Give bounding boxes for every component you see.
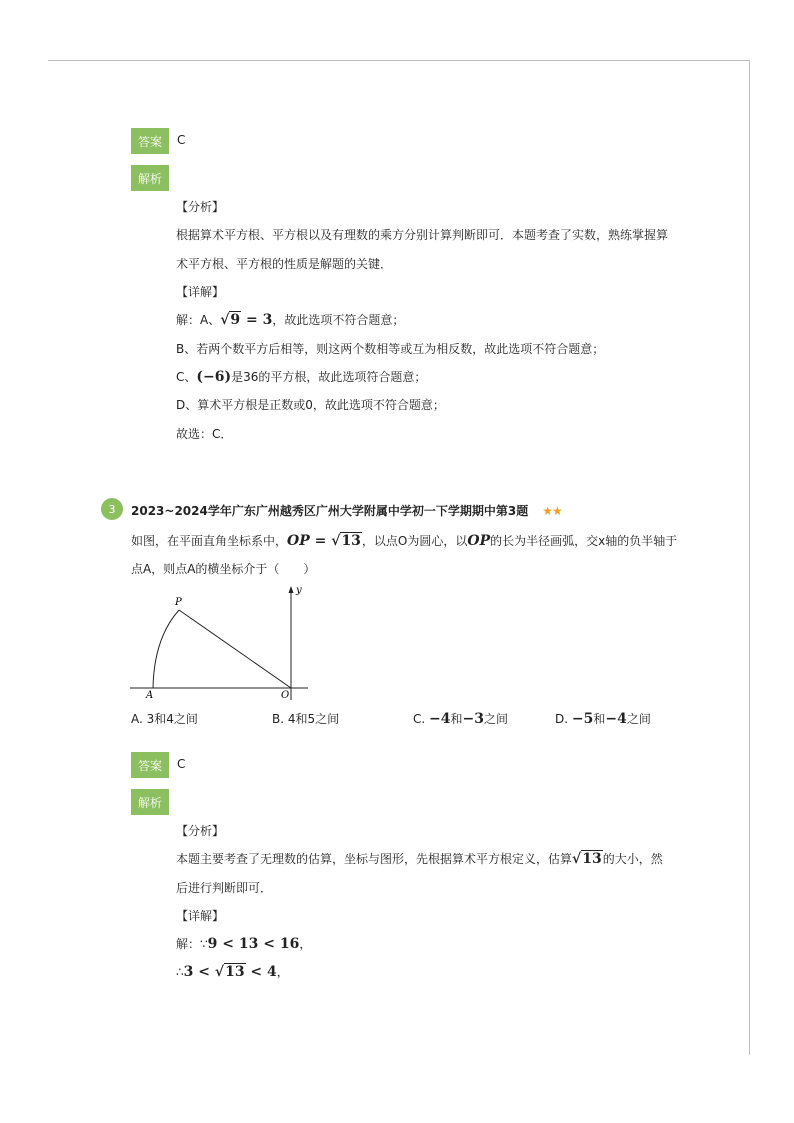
label-y: y bbox=[296, 585, 302, 596]
difficulty-stars: ★★ bbox=[542, 504, 562, 518]
math-neg4: −4 bbox=[429, 711, 451, 727]
sqrt-expression: √9 bbox=[220, 312, 241, 328]
q-text-c: 的长为半径画弧，交x轴的负半轴于 bbox=[490, 534, 678, 548]
detail-step-a bbox=[176, 311, 404, 329]
analysis-heading-q3: 【分析】 bbox=[176, 824, 225, 838]
math-neg6: (−6) bbox=[196, 369, 232, 385]
label-p: P bbox=[175, 597, 182, 608]
detail-heading-q3: 【详解】 bbox=[176, 909, 225, 923]
coordinate-figure bbox=[130, 582, 315, 702]
analysis-q3-suffix: 的大小，然 bbox=[602, 852, 663, 866]
option-c[interactable] bbox=[413, 710, 508, 727]
math-neg3: −3 bbox=[462, 711, 484, 727]
option-d[interactable] bbox=[555, 710, 651, 727]
answer-value: C bbox=[177, 133, 186, 147]
question-source: 2023~2024学年广东广州越秀区广州大学附属中学初一下学期期中第3题 bbox=[131, 504, 529, 518]
option-d-and: 和 bbox=[593, 712, 606, 726]
q-text-a: 如图，在平面直角坐标系中， bbox=[131, 534, 288, 548]
detail-step-c bbox=[176, 368, 426, 386]
math-inequality-1: 9 < 13 < 16 bbox=[207, 936, 300, 952]
step1-prefix: 解：∵ bbox=[176, 937, 208, 951]
page-border-right bbox=[749, 60, 750, 1055]
arc-pa bbox=[153, 610, 179, 688]
step2-prefix: ∴ bbox=[176, 965, 184, 979]
detail-step1-q3 bbox=[176, 935, 311, 953]
answer-tag: 答案 bbox=[131, 128, 169, 154]
analysis-heading: 【分析】 bbox=[176, 200, 225, 214]
step-c-prefix: C、 bbox=[176, 370, 197, 384]
analysis-text-line2: 术平方根、平方根的性质是解题的关键． bbox=[176, 257, 393, 271]
question-text-line1 bbox=[131, 532, 677, 550]
conclusion: 故选：C． bbox=[176, 427, 233, 441]
step-a-suffix: ，故此选项不符合题意； bbox=[272, 313, 405, 327]
math-inequality-2a: 3 < bbox=[183, 964, 215, 980]
question-number-badge: 3 bbox=[101, 498, 123, 520]
analysis-q3-prefix: 本题主要考查了无理数的估算，坐标与图形，先根据算术平方根定义，估算 bbox=[176, 852, 573, 866]
analysis-tag-q3: 解析 bbox=[131, 789, 169, 815]
sqrt-13: √13 bbox=[331, 533, 361, 549]
option-c-between: 之间 bbox=[484, 712, 509, 726]
label-o: O bbox=[281, 690, 290, 701]
option-c-and: 和 bbox=[450, 712, 463, 726]
option-d-between: 之间 bbox=[626, 712, 651, 726]
analysis-tag: 解析 bbox=[131, 165, 169, 191]
option-b[interactable]: B. 4和5之间 bbox=[272, 712, 340, 726]
analysis-text-line1: 根据算术平方根、平方根以及有理数的乘方分别计算判断即可．本题考查了实数，熟练掌握算 bbox=[176, 228, 669, 242]
detail-step-b: B、若两个数平方后相等，则这两个数相等或互为相反数，故此选项不符合题意； bbox=[176, 342, 605, 356]
answer-value-q3: C bbox=[177, 757, 186, 771]
step1-suffix: ， bbox=[299, 937, 312, 951]
option-a[interactable]: A. 3和4之间 bbox=[131, 712, 198, 726]
math-equals-3: = 3 bbox=[241, 312, 273, 328]
answer-tag-q3: 答案 bbox=[131, 752, 169, 778]
analysis-text-q3-line1 bbox=[176, 850, 663, 868]
math-eq: = bbox=[309, 533, 332, 549]
math-op-2: OP bbox=[467, 533, 491, 549]
analysis-text-q3-line2: 后进行判断即可． bbox=[176, 881, 273, 895]
page-border-top bbox=[48, 60, 750, 61]
q-text-b: ，以点O为圆心，以 bbox=[361, 534, 468, 548]
step-c-suffix: 是36的平方根，故此选项符合题意； bbox=[231, 370, 427, 384]
segment-op bbox=[179, 610, 291, 688]
option-c-letter: C. bbox=[413, 712, 430, 726]
detail-step-d: D、算术平方根是正数或0，故此选项不符合题意； bbox=[176, 398, 445, 412]
label-a: A bbox=[146, 690, 154, 701]
math-neg4-d: −4 bbox=[605, 711, 627, 727]
step2-suffix: ， bbox=[276, 965, 289, 979]
detail-heading: 【详解】 bbox=[176, 285, 225, 299]
math-op: OP bbox=[287, 533, 310, 549]
sqrt-13-step: √13 bbox=[214, 964, 245, 980]
step-a-prefix: 解：A、 bbox=[176, 313, 221, 327]
math-neg5: −5 bbox=[571, 711, 594, 727]
math-inequality-2b: < 4 bbox=[245, 964, 277, 980]
detail-step2-q3 bbox=[176, 963, 289, 981]
question-text-line2: 点A，则点A的横坐标介于（ ） bbox=[131, 562, 316, 576]
option-d-letter: D. bbox=[555, 712, 572, 726]
question-title bbox=[131, 502, 562, 519]
y-axis-arrow bbox=[289, 586, 294, 593]
sqrt-13-analysis: √13 bbox=[572, 851, 602, 867]
